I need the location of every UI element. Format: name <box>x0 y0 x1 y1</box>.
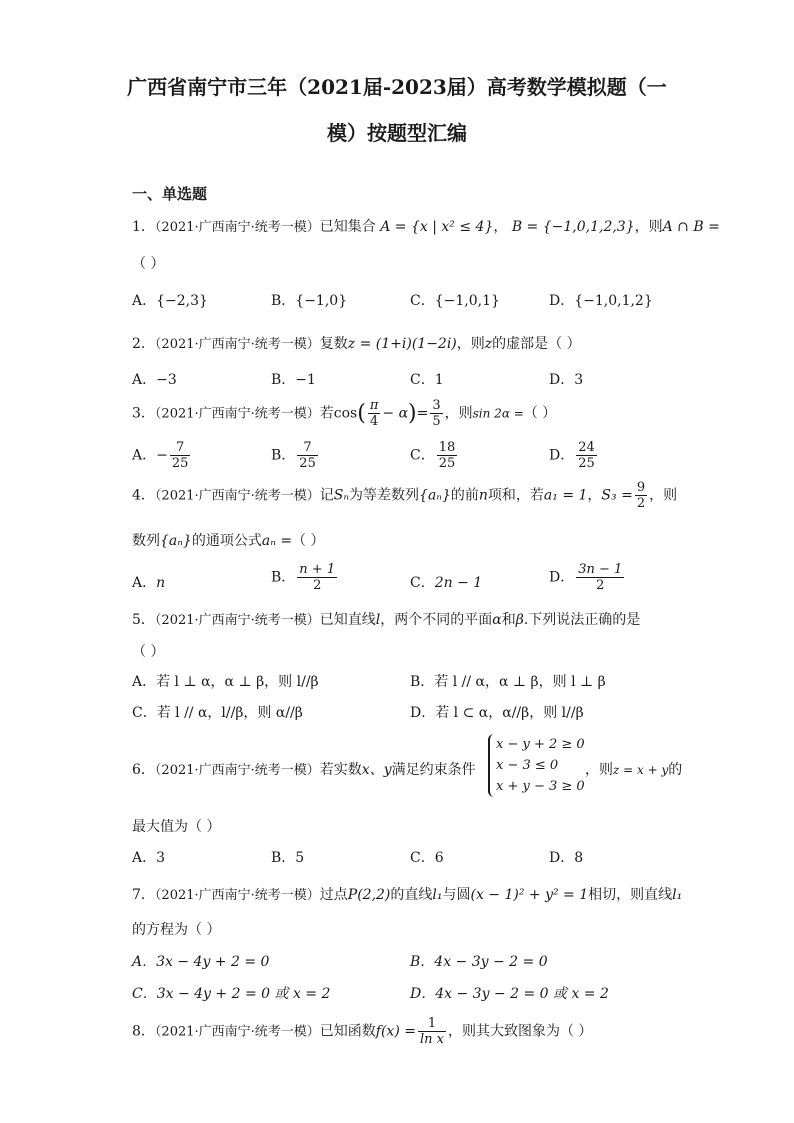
set-a-expr: A = {x | x² ≤ 4} <box>380 219 494 235</box>
question-text: ，则 <box>649 487 678 504</box>
question-text: 已知直线 <box>319 612 376 628</box>
fraction <box>635 480 647 511</box>
q5-option-c[interactable]: C．若 l // α，l//β，则 α//β <box>132 705 303 721</box>
question-5-blank: （ ） <box>132 644 165 660</box>
question-text: ，则 <box>585 762 613 778</box>
fraction-denominator: 2 <box>313 578 322 593</box>
question-text: 的 <box>668 762 683 778</box>
question-text: ，则 <box>634 219 663 235</box>
question-text: 满足约束条件 <box>391 762 476 778</box>
fraction <box>170 440 191 471</box>
question-text: 过点 <box>319 887 348 903</box>
set-b-expr: B = {−1,0,1,2,3} <box>511 219 635 235</box>
paren: ( <box>357 401 366 426</box>
general-term-expr: aₙ = <box>261 533 293 549</box>
question-source: （2021·广西南宁·统考一模） <box>154 220 320 235</box>
question-6-stem-2: 最大值为（ ） <box>132 819 221 835</box>
question-1-stem <box>132 216 720 236</box>
question-3-stem <box>132 398 556 429</box>
document-title <box>120 64 674 156</box>
q4-option-a[interactable] <box>132 572 165 592</box>
q2-option-d[interactable]: D．3 <box>549 372 584 388</box>
option-sign: − <box>156 447 168 464</box>
q6-option-b[interactable]: B．5 <box>271 850 305 866</box>
q2-option-b[interactable]: B．−1 <box>271 372 316 388</box>
option-label: A． <box>132 575 157 591</box>
question-number: 1． <box>132 219 155 235</box>
fraction <box>297 562 337 593</box>
fraction <box>368 398 381 429</box>
point-expr: P(2,2) <box>347 887 391 903</box>
fraction-denominator: 25 <box>438 456 456 471</box>
fraction-numerator: 24 <box>578 440 595 455</box>
question-text: ，则 <box>444 405 473 422</box>
question-1-blank: （ ） <box>132 256 165 272</box>
question-8-stem <box>132 1016 592 1047</box>
cos-symbol: cos <box>333 405 358 422</box>
variable: y <box>383 762 392 778</box>
fraction-denominator: 4 <box>369 414 379 429</box>
variable: z <box>484 336 493 352</box>
question-text: 相切，则直线 <box>588 887 673 903</box>
fraction <box>418 1016 446 1047</box>
fraction-numerator: n + 1 <box>299 562 336 577</box>
question-text: 已知集合 <box>319 219 376 235</box>
condition-expr: a₁ = 1 <box>543 487 588 504</box>
q4-option-c[interactable] <box>410 572 482 592</box>
q7-option-a[interactable]: A．3x − 4y + 2 = 0 <box>132 954 270 970</box>
question-text: ，两个不同的平面 <box>380 612 493 628</box>
equals: = <box>416 405 429 422</box>
question-number: 5． <box>132 612 155 628</box>
q3-option-a[interactable] <box>132 440 192 471</box>
question-6-stem <box>132 759 476 779</box>
variable: l <box>375 612 381 628</box>
fraction-denominator: 25 <box>171 456 189 471</box>
question-text: 复数 <box>319 336 348 352</box>
fraction <box>297 440 318 471</box>
question-number: 3． <box>132 405 155 422</box>
paren: ) <box>408 401 417 426</box>
fraction-numerator: 9 <box>636 480 646 495</box>
question-number: 8． <box>132 1023 155 1040</box>
sequence-symbol: {aₙ} <box>419 487 451 504</box>
fraction <box>576 562 624 593</box>
question-text: ，则 <box>456 336 485 352</box>
circle-expr: (x − 1)² + y² = 1 <box>470 887 589 903</box>
question-text: .下列说法正确的是 <box>523 612 641 628</box>
fraction-denominator: 2 <box>596 578 605 593</box>
question-blank: （ ） <box>292 533 325 549</box>
question-text: 已知函数 <box>319 1023 376 1040</box>
fraction <box>437 440 458 471</box>
constraint-3: x + y − 3 ≥ 0 <box>496 779 585 794</box>
constraint-system <box>488 734 585 797</box>
complex-expr: z = (1+i)(1−2i) <box>347 336 457 352</box>
fraction-denominator: 5 <box>432 414 441 429</box>
question-number: 6． <box>132 762 155 778</box>
punct: ， <box>587 487 602 504</box>
fraction-numerator: 18 <box>438 440 456 455</box>
sum-symbol: Sₙ <box>333 487 350 504</box>
question-7-stem <box>132 884 682 904</box>
q2-option-a[interactable]: A．−3 <box>132 372 177 388</box>
option-label: B． <box>271 569 296 586</box>
objective-expr: z = x + y <box>613 763 669 777</box>
question-text: 为等差数列 <box>349 487 420 504</box>
q7-option-b[interactable]: B．4x − 3y − 2 = 0 <box>410 954 548 970</box>
q7-option-d[interactable]: D．4x − 3y − 2 = 0 或 x = 2 <box>410 986 609 1002</box>
q1-option-d[interactable]: D．{−1,0,1,2} <box>549 293 653 309</box>
sin-expr: sin 2α = <box>472 406 524 421</box>
question-text: 项和，若 <box>487 487 544 504</box>
punct: ， <box>493 219 508 235</box>
variable: x <box>361 762 370 778</box>
question-source: （2021·广西南宁·统考一模） <box>154 888 320 903</box>
fraction <box>576 440 597 471</box>
fraction-numerator: 7 <box>297 440 318 456</box>
question-source: （2021·广西南宁·统考一模） <box>154 406 320 422</box>
option-value: n <box>156 575 166 591</box>
math-text: − α <box>382 405 409 422</box>
q6-option-c[interactable]: C．6 <box>410 850 444 866</box>
question-4-stem <box>132 480 677 511</box>
variable: n <box>478 487 488 504</box>
punct: 、 <box>369 762 384 778</box>
question-source: （2021·广西南宁·统考一模） <box>154 1024 320 1040</box>
question-text: 与圆 <box>442 887 471 903</box>
q1-option-c[interactable]: C．{−1,0,1} <box>410 293 500 309</box>
option-label: C． <box>410 447 435 464</box>
option-label: C． <box>410 575 435 591</box>
question-text: 的前 <box>450 487 479 504</box>
q1-option-b[interactable]: B．{−1,0} <box>271 293 348 309</box>
sequence-symbol: {aₙ} <box>160 533 192 549</box>
question-text: ，则其大致图象为（ ） <box>447 1023 593 1040</box>
question-text: 数列 <box>132 533 160 549</box>
section-heading: 一、单选题 <box>132 185 208 203</box>
option-label: D． <box>549 569 575 586</box>
question-text: 的直线 <box>390 887 433 903</box>
question-text: 的通项公式 <box>191 533 262 549</box>
question-text: 和 <box>501 612 516 628</box>
question-number: 7． <box>132 887 155 903</box>
fraction-numerator: 1 <box>418 1016 446 1032</box>
q6-option-a[interactable]: A．3 <box>132 850 166 866</box>
fraction-numerator: 7 <box>170 440 191 456</box>
question-source: （2021·广西南宁·统考一模） <box>154 488 320 504</box>
q5-option-a[interactable]: A．若 l ⊥ α，α ⊥ β，则 l//β <box>132 674 319 690</box>
question-text: 记 <box>319 487 334 504</box>
condition-expr: S₃ = <box>601 487 633 504</box>
question-source: （2021·广西南宁·统考一模） <box>154 763 320 778</box>
fraction-denominator: ln x <box>419 1032 444 1047</box>
fraction-denominator: 25 <box>578 456 595 471</box>
variable: β <box>515 612 524 628</box>
variable: l₁ <box>672 887 683 903</box>
question-7-stem-2: 的方程为（ ） <box>132 922 221 938</box>
q4-option-d[interactable] <box>549 562 626 593</box>
question-2-stem <box>132 333 581 353</box>
option-label: A． <box>132 447 157 464</box>
option-label: D． <box>549 447 575 464</box>
title-line-1: 广西省南宁市三年（2021届-2023届）高考数学模拟题（一 <box>127 75 667 99</box>
variable: l₁ <box>432 887 443 903</box>
fraction <box>430 398 442 429</box>
q1-option-a[interactable]: A．{−2,3} <box>132 293 208 309</box>
fraction-numerator: π <box>369 398 379 413</box>
question-number: 4． <box>132 487 155 504</box>
question-text: 的虚部是（ ） <box>492 336 581 352</box>
q4-option-b[interactable] <box>271 562 339 593</box>
title-line-2: 模）按题型汇编 <box>327 121 467 145</box>
q5-option-d[interactable]: D．若 l ⊂ α，α//β，则 l//β <box>410 705 584 721</box>
question-5-stem <box>132 609 640 629</box>
intersection-expr: A ∩ B = <box>662 219 720 235</box>
question-6-stem-tail <box>585 759 682 779</box>
option-label: B． <box>271 447 296 464</box>
fraction-denominator: 2 <box>636 496 646 511</box>
constraint-1: x − y + 2 ≥ 0 <box>496 737 585 752</box>
fraction-denominator: 25 <box>299 456 316 471</box>
question-number: 2． <box>132 336 155 352</box>
question-source: （2021·广西南宁·统考一模） <box>154 613 320 628</box>
question-source: （2021·广西南宁·统考一模） <box>154 337 320 352</box>
question-4-stem-2 <box>132 530 325 550</box>
question-text: 若 <box>319 405 334 422</box>
q3-option-c[interactable] <box>410 440 459 471</box>
q2-option-c[interactable]: C．1 <box>410 372 444 388</box>
question-text: 若实数 <box>319 762 362 778</box>
question-blank: （ ） <box>523 405 557 422</box>
q3-option-b[interactable] <box>271 440 320 471</box>
q3-option-d[interactable] <box>549 440 599 471</box>
fraction-numerator: 3n − 1 <box>578 562 623 577</box>
constraint-2: x − 3 ≤ 0 <box>496 758 559 773</box>
fraction-numerator: 3 <box>432 398 441 413</box>
q6-option-d[interactable]: D．8 <box>549 850 584 866</box>
option-value: 2n − 1 <box>434 575 483 591</box>
q5-option-b[interactable]: B．若 l // α，α ⊥ β，则 l ⊥ β <box>410 674 606 690</box>
function-expr: f(x) = <box>375 1023 416 1040</box>
variable: α <box>492 612 502 628</box>
q7-option-c[interactable]: C．3x − 4y + 2 = 0 或 x = 2 <box>132 986 331 1002</box>
